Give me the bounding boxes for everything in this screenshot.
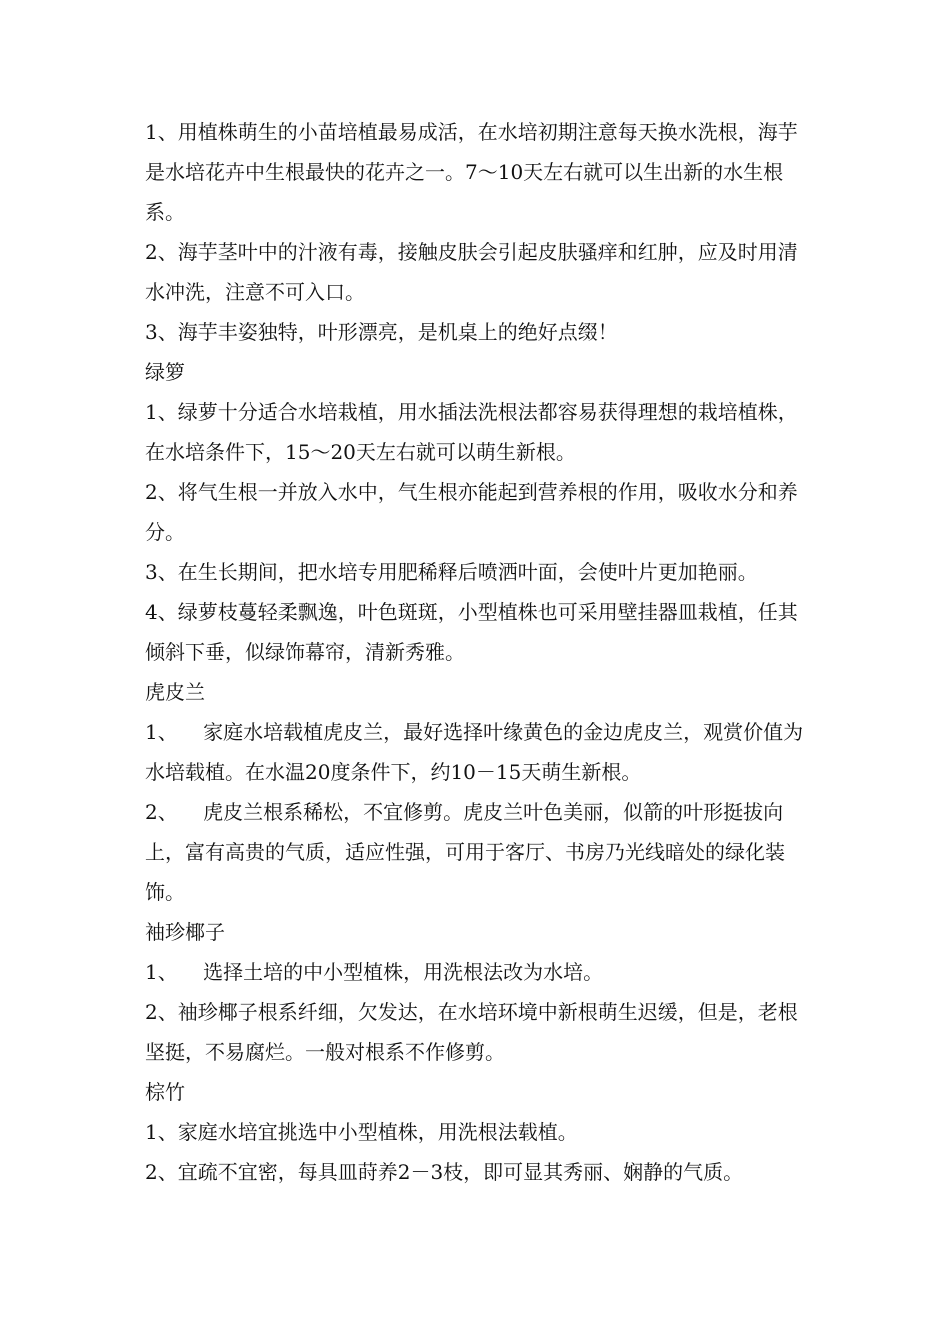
paragraph: 4、绿萝枝蔓轻柔飘逸，叶色斑斑，小型植株也可采用壁挂器皿栽植，任其倾斜下垂，似绿饰幕帘，清新秀雅。 <box>145 600 798 664</box>
paragraph: 1、 选择土培的中小型植株，用洗根法改为水培。 <box>145 960 604 984</box>
document-body <box>145 112 810 1192</box>
paragraph: 1、 家庭水培载植虎皮兰，最好选择叶缘黄色的金边虎皮兰，观赏价值为水培载植。在水温20度条件下，约10－15天萌生新根。 <box>145 720 804 784</box>
paragraph: 1、绿萝十分适合水培栽植，用水插法洗根法都容易获得理想的栽培植株，在水培条件下，15～20天左右就可以萌生新根。 <box>145 400 798 464</box>
paragraph: 2、宜疏不宜密，每具皿莳养2－3枝，即可显其秀丽、娴静的气质。 <box>145 1160 744 1184</box>
paragraph: 2、将气生根一并放入水中，气生根亦能起到营养根的作用，吸收水分和养分。 <box>145 480 798 544</box>
paragraph: 3、海芋丰姿独特，叶形漂亮，是机桌上的绝好点缀！ <box>145 320 618 344</box>
section-heading-zongzhu: 棕竹 <box>145 1080 185 1104</box>
section-heading-lvluo: 绿箩 <box>145 360 185 384</box>
section-heading-hupilan: 虎皮兰 <box>145 680 205 704</box>
paragraph: 1、家庭水培宜挑选中小型植株，用洗根法载植。 <box>145 1120 578 1144</box>
paragraph: 1、用植株萌生的小苗培植最易成活，在水培初期注意每天换水洗根，海芋是水培花卉中生根最快的花卉之一。7～10天左右就可以生出新的水生根系。 <box>145 120 798 224</box>
paragraph: 2、 虎皮兰根系稀松，不宜修剪。虎皮兰叶色美丽，似箭的叶形挺拔向上，富有高贵的气质，适应性强，可用于客厅、书房乃光线暗处的绿化装饰。 <box>145 800 785 904</box>
paragraph: 3、在生长期间，把水培专用肥稀释后喷洒叶面，会使叶片更加艳丽。 <box>145 560 758 584</box>
section-heading-xiuzhen: 袖珍椰子 <box>145 920 225 944</box>
paragraph: 2、袖珍椰子根系纤细，欠发达，在水培环境中新根萌生迟缓，但是，老根坚挺，不易腐烂。一般对根系不作修剪。 <box>145 1000 798 1064</box>
paragraph: 2、海芋茎叶中的汁液有毒，接触皮肤会引起皮肤骚痒和红肿，应及时用清水冲洗，注意不可入口。 <box>145 240 798 304</box>
